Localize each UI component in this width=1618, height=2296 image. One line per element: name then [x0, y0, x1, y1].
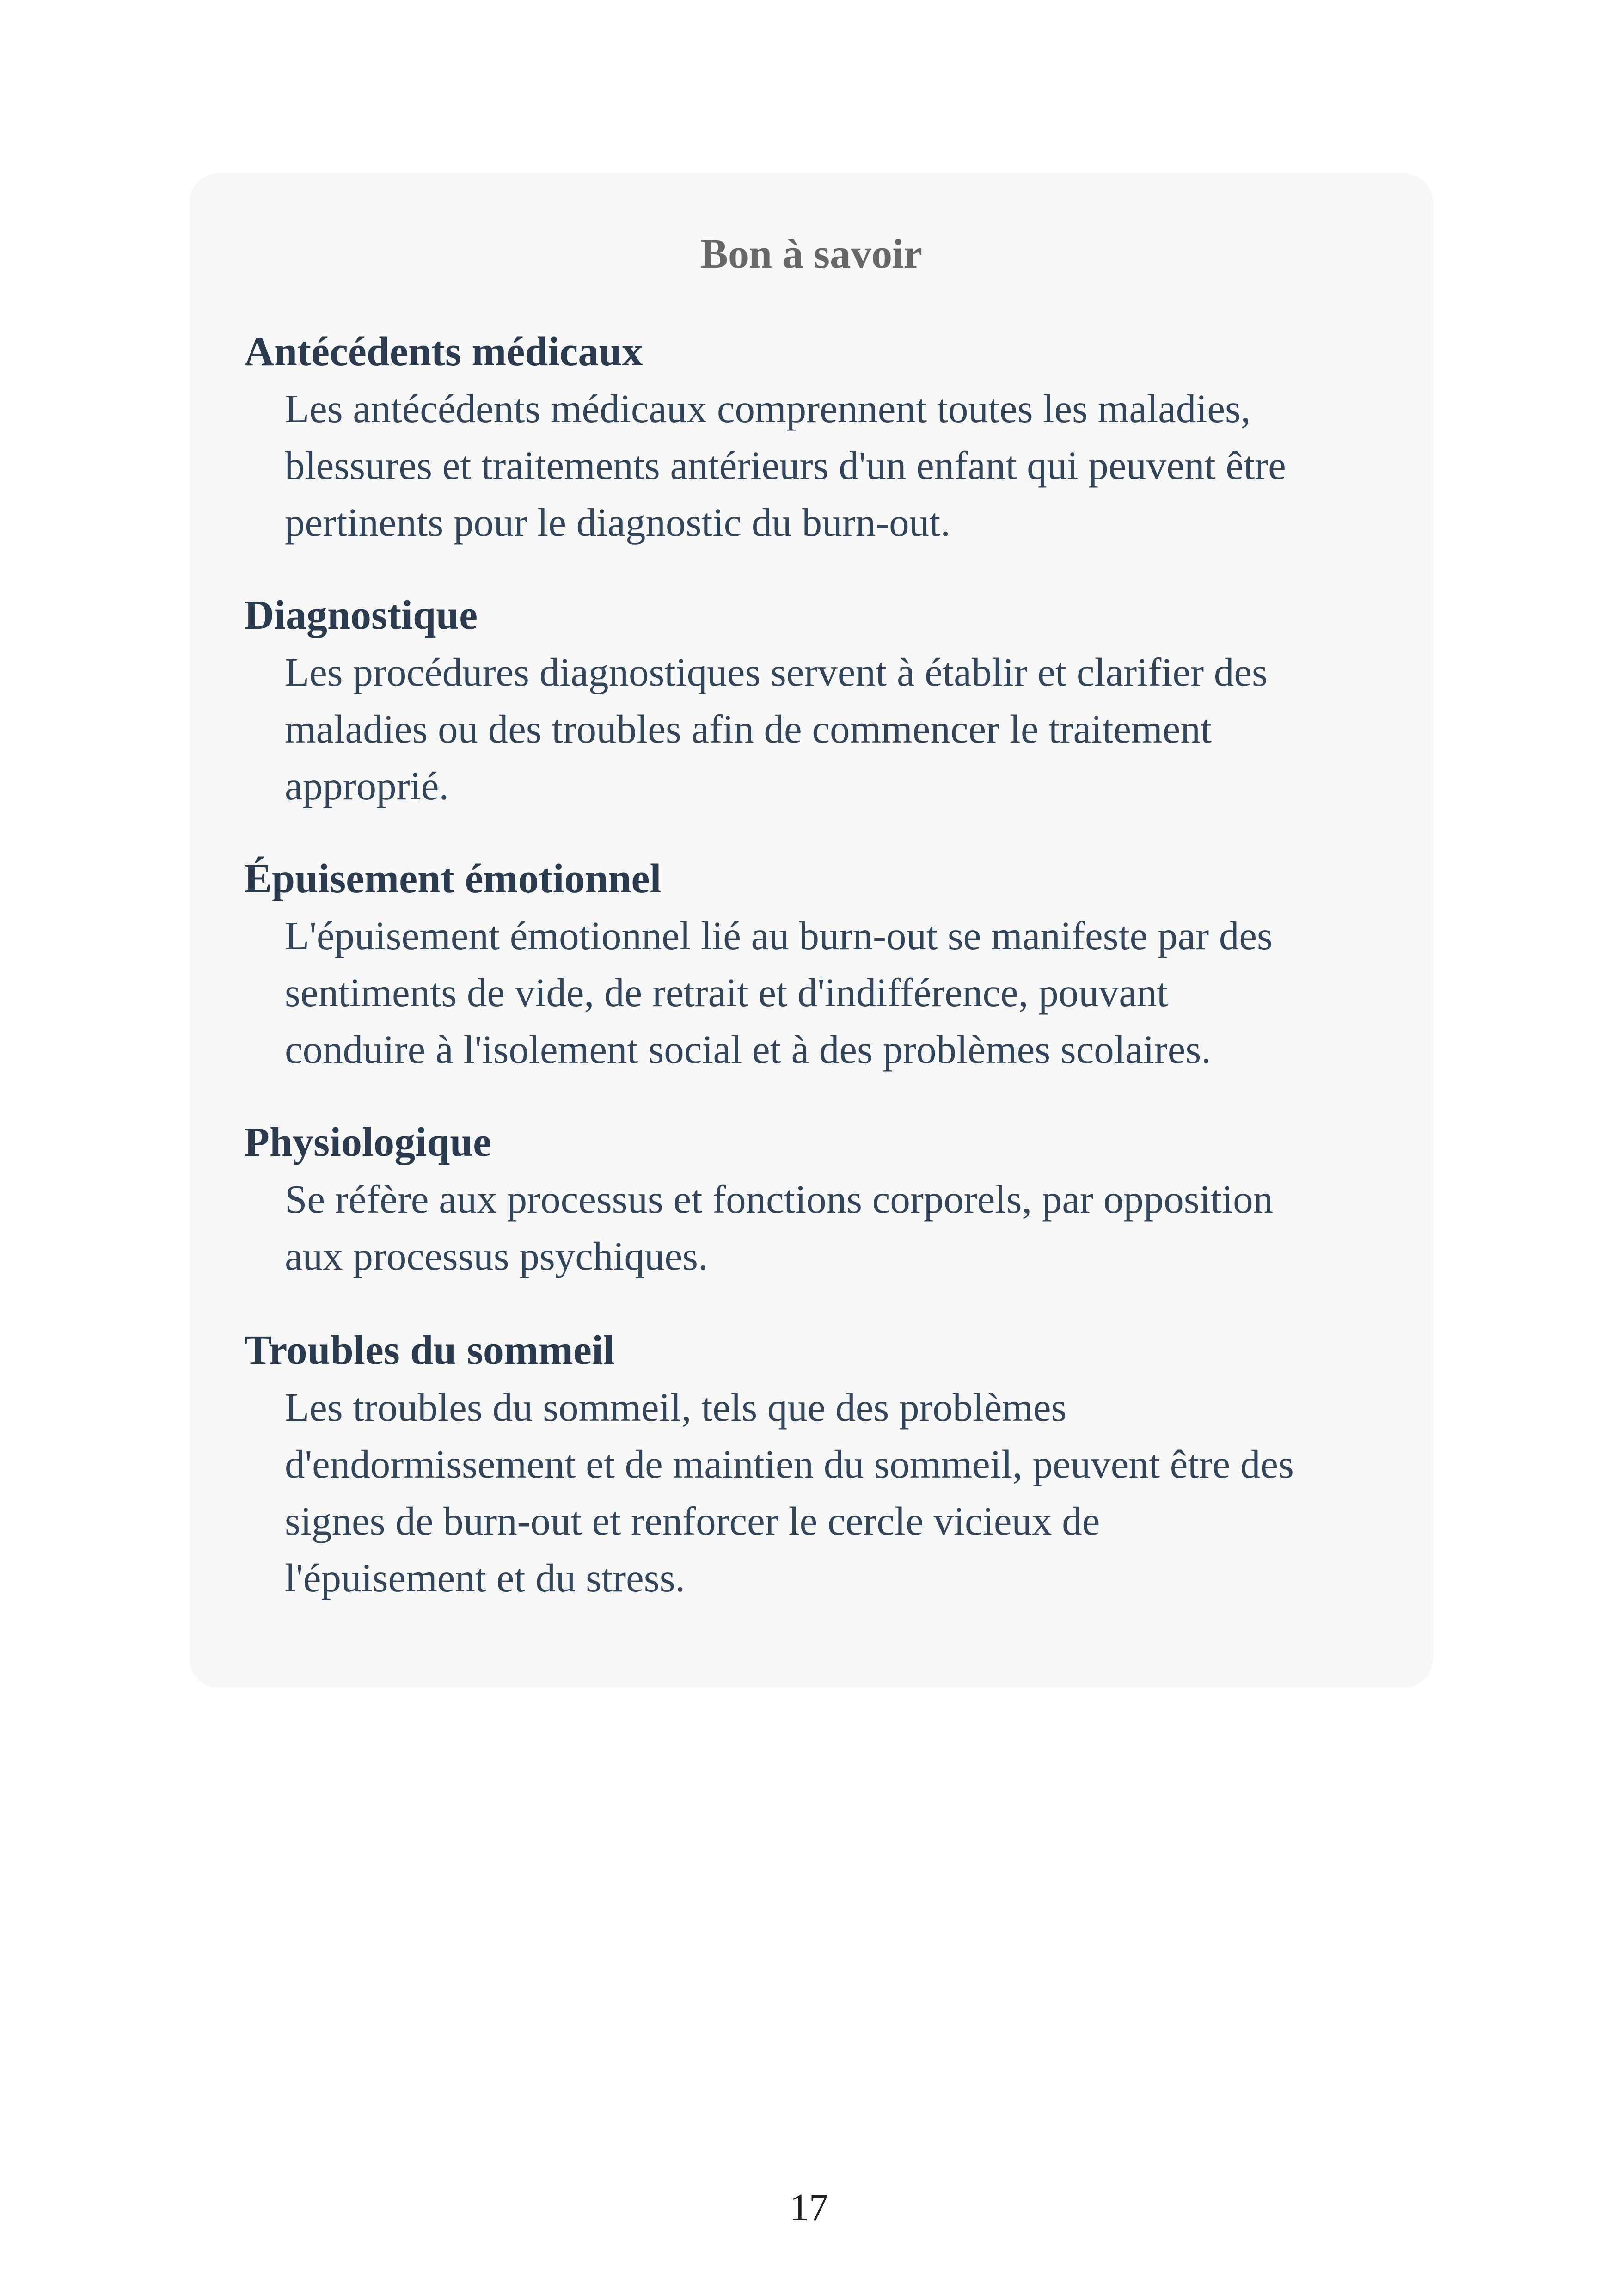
definition-line: Les antécédents médicaux comprennent toutes les maladies, [285, 386, 1251, 431]
definition-line: sentiments de vide, de retrait et d'indifférence, pouvant [285, 970, 1168, 1015]
definition-line: d'endormissement et de maintien du sommeil, peuvent être des [285, 1442, 1294, 1486]
glossary-definition [285, 644, 1409, 814]
definition-line: Les procédures diagnostiques servent à établir et clarifier des [285, 650, 1268, 694]
glossary-definition [285, 380, 1409, 551]
definition-line: Les troubles du sommeil, tels que des problèmes [285, 1385, 1067, 1430]
glossary-term: Diagnostique [244, 592, 478, 638]
info-box [190, 173, 1433, 1688]
glossary-entry-epuisement [244, 851, 1409, 1078]
definition-line: L'épuisement émotionnel lié au burn-out se manifeste par des [285, 913, 1273, 958]
glossary-entry-antecedents [244, 324, 1409, 551]
definition-line: conduire à l'isolement social et à des problèmes scolaires. [285, 1027, 1211, 1072]
glossary-definition [285, 1171, 1409, 1284]
glossary-entry-troubles-sommeil [244, 1322, 1409, 1606]
definition-line: Se réfère aux processus et fonctions corporels, par opposition [285, 1177, 1274, 1222]
glossary-entry-diagnostique [244, 587, 1409, 814]
definition-line: blessures et traitements antérieurs d'un enfant qui peuvent être [285, 443, 1286, 488]
definition-line: aux processus psychiques. [285, 1234, 708, 1278]
page-number: 17 [790, 2186, 828, 2229]
info-box-title: Bon à savoir [700, 231, 923, 277]
glossary-term: Épuisement émotionnel [244, 856, 662, 902]
definition-line: pertinents pour le diagnostic du burn-out. [285, 500, 951, 545]
glossary-definition [285, 1379, 1409, 1606]
definition-line: l'épuisement et du stress. [285, 1555, 686, 1600]
glossary-definition [285, 907, 1409, 1078]
definition-line: approprié. [285, 763, 449, 808]
definition-line: maladies ou des troubles afin de commencer le traitement [285, 706, 1212, 751]
glossary-term: Physiologique [244, 1119, 492, 1165]
glossary-term: Troubles du sommeil [244, 1327, 615, 1373]
glossary-entry-physiologique [244, 1114, 1409, 1284]
glossary-term: Antécédents médicaux [244, 329, 643, 374]
definition-line: signes de burn-out et renforcer le cercle vicieux de [285, 1498, 1100, 1543]
